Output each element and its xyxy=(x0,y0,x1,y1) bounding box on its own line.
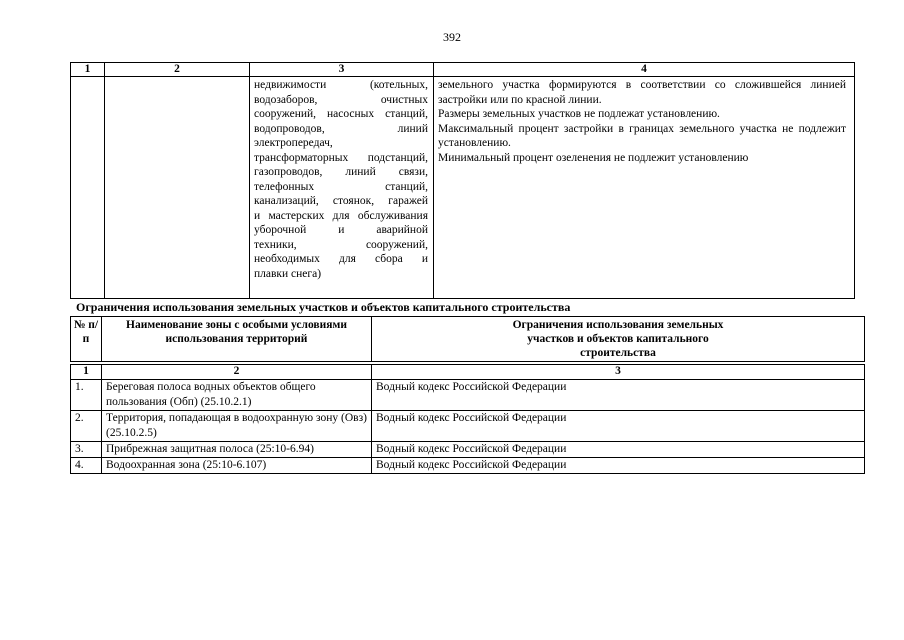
row-zone: Водоохранная зона (25:10-6.107) xyxy=(102,458,372,474)
column-number: 2 xyxy=(102,365,372,380)
restrictions-table xyxy=(70,316,865,474)
header-row xyxy=(71,317,865,362)
row-num: 1. xyxy=(71,380,102,411)
header-restrictions: Ограничения использования земельных участков и объектов капитального строительства xyxy=(372,317,865,362)
header-zone: Наименование зоны с особыми условиями использования территорий xyxy=(102,317,372,362)
empty-cell xyxy=(71,77,105,299)
text-line: газопроводов, линий связи, xyxy=(254,166,428,178)
text-line: трансформаторных подстанций, xyxy=(254,151,428,164)
row-restriction: Водный кодекс Российской Федерации xyxy=(372,442,865,458)
paragraph: земельного участка формируются в соответствии со сложившейся линией застройки или по красной линии. xyxy=(438,79,846,106)
column-number: 2 xyxy=(105,63,250,77)
column-number-row xyxy=(71,63,855,77)
parameters-cell xyxy=(434,77,855,299)
column-number: 1 xyxy=(71,365,102,380)
text-line: телефонных станций, xyxy=(254,180,428,193)
row-restriction: Водный кодекс Российской Федерации xyxy=(372,458,865,474)
column-number: 1 xyxy=(71,63,105,77)
row-restriction: Водный кодекс Российской Федерации xyxy=(372,380,865,411)
text-line: электропередач, xyxy=(254,137,333,149)
text-line: водопроводов, линий xyxy=(254,122,428,135)
column-number: 3 xyxy=(250,63,434,77)
allowed-objects-cell xyxy=(250,77,434,299)
text-line: водозаборов, очистных xyxy=(254,93,428,106)
column-number: 4 xyxy=(434,63,855,77)
text-line: уборочной и аварийной xyxy=(254,224,428,236)
row-zone: Береговая полоса водных объектов общего пользования (Обп) (25.10.2.1) xyxy=(102,380,372,411)
table-row xyxy=(71,411,865,442)
row-zone: Территория, попадающая в водоохранную зону (Овз) (25.10.2.5) xyxy=(102,411,372,442)
paragraph: Максимальный процент застройки в границах земельного участка не подлежит установлению. xyxy=(438,122,846,149)
page-number: 392 xyxy=(443,30,461,44)
text-line: недвижимости (котельных, xyxy=(254,79,428,91)
text-line: сооружений, насосных станций, xyxy=(254,108,428,120)
table-row xyxy=(71,380,865,411)
text-line: техники, сооружений, xyxy=(254,238,428,251)
empty-cell xyxy=(105,77,250,299)
table-row xyxy=(71,77,855,299)
column-number-row xyxy=(71,365,865,380)
text-line: плавки снега) xyxy=(254,267,322,280)
table-row xyxy=(71,458,865,474)
text-line: канализаций, стоянок, гаражей xyxy=(254,195,428,207)
table-row xyxy=(71,442,865,458)
text-line: и мастерских для обслуживания xyxy=(254,209,428,222)
row-restriction: Водный кодекс Российской Федерации xyxy=(372,411,865,442)
row-num: 2. xyxy=(71,411,102,442)
continuation-table xyxy=(70,62,855,299)
column-number: 3 xyxy=(372,365,865,380)
paragraph: Размеры земельных участков не подлежат установлению. xyxy=(438,108,720,120)
section-title: Ограничения использования земельных участков и объектов капитального строительства xyxy=(76,300,571,314)
header-num: № п/п xyxy=(71,317,102,362)
text-line: необходимых для сбора и xyxy=(254,253,428,265)
row-num: 3. xyxy=(71,442,102,458)
row-zone: Прибрежная защитная полоса (25:10-6.94) xyxy=(102,442,372,458)
row-num: 4. xyxy=(71,458,102,474)
paragraph: Минимальный процент озеленения не подлежит установлению xyxy=(438,151,749,164)
